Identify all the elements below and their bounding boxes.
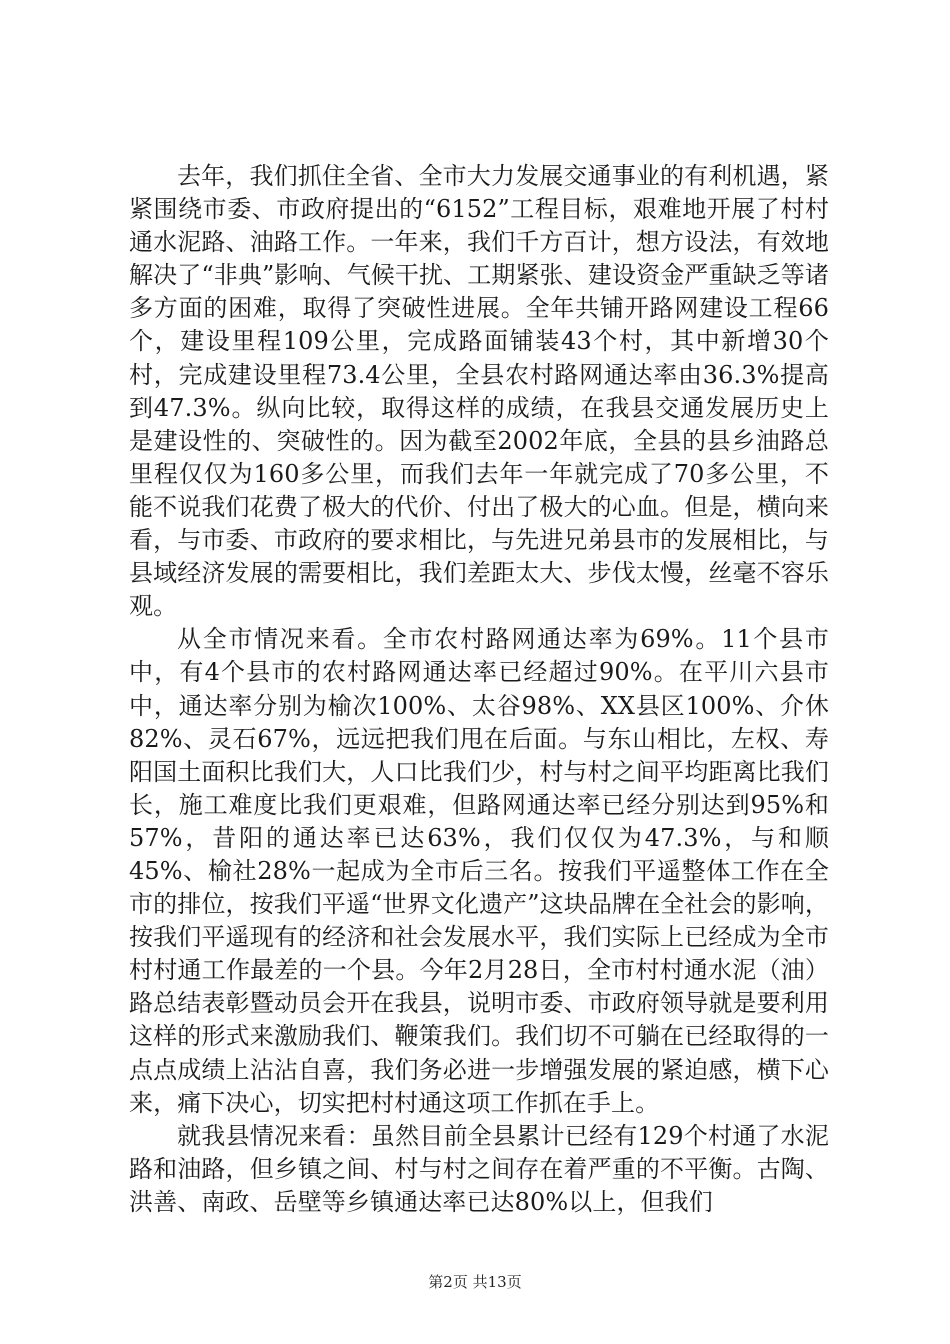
page-number-footer: 第2页 共13页 — [428, 1273, 522, 1291]
document-body — [129, 160, 829, 1219]
paragraph-2: 从全市情况来看。全市农村路网通达率为69%。11个县市中，有4个县市的农村路网通达率已经超过90%。在平川六县市中，通达率分别为榆次100%、太谷98%、XX县区100%、介休82%、灵石67%，远远把我们甩在后面。与东山相比，左权、寿阳国土面积比我们大，人口比我们少，村与村之间平均距离比我们长，施工难度比我们更艰难，但路网通达率已经分别达到95%和57%，昔阳的通达率已达63%，我们仅仅为47.3%，与和顺45%、榆社28%一起成为全市后三名。按我们平遥整体工作在全市的排位，按我们平遥“世界文化遗产”这块品牌在全社会的影响，按我们平遥现有的经济和社会发展水平，我们实际上已经成为全市村村通工作最差的一个县。今年2月28日，全市村村通水泥（油）路总结表彰暨动员会开在我县，说明市委、市政府领导就是要利用这样的形式来激励我们、鞭策我们。我们切不可躺在已经取得的一点点成绩上沾沾自喜，我们务必进一步增强发展的紧迫感，横下心来，痛下决心，切实把村村通这项工作抓在手上。 — [129, 625, 829, 1117]
paragraph-1: 去年，我们抓住全省、全市大力发展交通事业的有利机遇，紧紧围绕市委、市政府提出的“6152”工程目标，艰难地开展了村村通水泥路、油路工作。一年来，我们千方百计，想方设法，有效地解决了“非典”影响、气候干扰、工期紧张、建设资金严重缺乏等诸多方面的困难，取得了突破性进展。全年共铺开路网建设工程66个，建设里程109公里，完成路面铺装43个村，其中新增30个村，完成建设里程73.4公里，全县农村路网通达率由36.3%提高到47.3%。纵向比较，取得这样的成绩，在我县交通发展历史上是建设性的、突破性的。因为截至2002年底，全县的县乡油路总里程仅仅为160多公里，而我们去年一年就完成了70多公里，不能不说我们花费了极大的代价、付出了极大的心血。但是，横向来看，与市委、市政府的要求相比，与先进兄弟县市的发展相比，与县域经济发展的需要相比，我们差距太大、步伐太慢，丝毫不容乐观。 — [129, 162, 829, 621]
paragraph-3: 就我县情况来看：虽然目前全县累计已经有129个村通了水泥路和油路，但乡镇之间、村与村之间存在着严重的不平衡。古陶、洪善、南政、岳壁等乡镇通达率已达80%以上，但我们 — [129, 1121, 829, 1216]
